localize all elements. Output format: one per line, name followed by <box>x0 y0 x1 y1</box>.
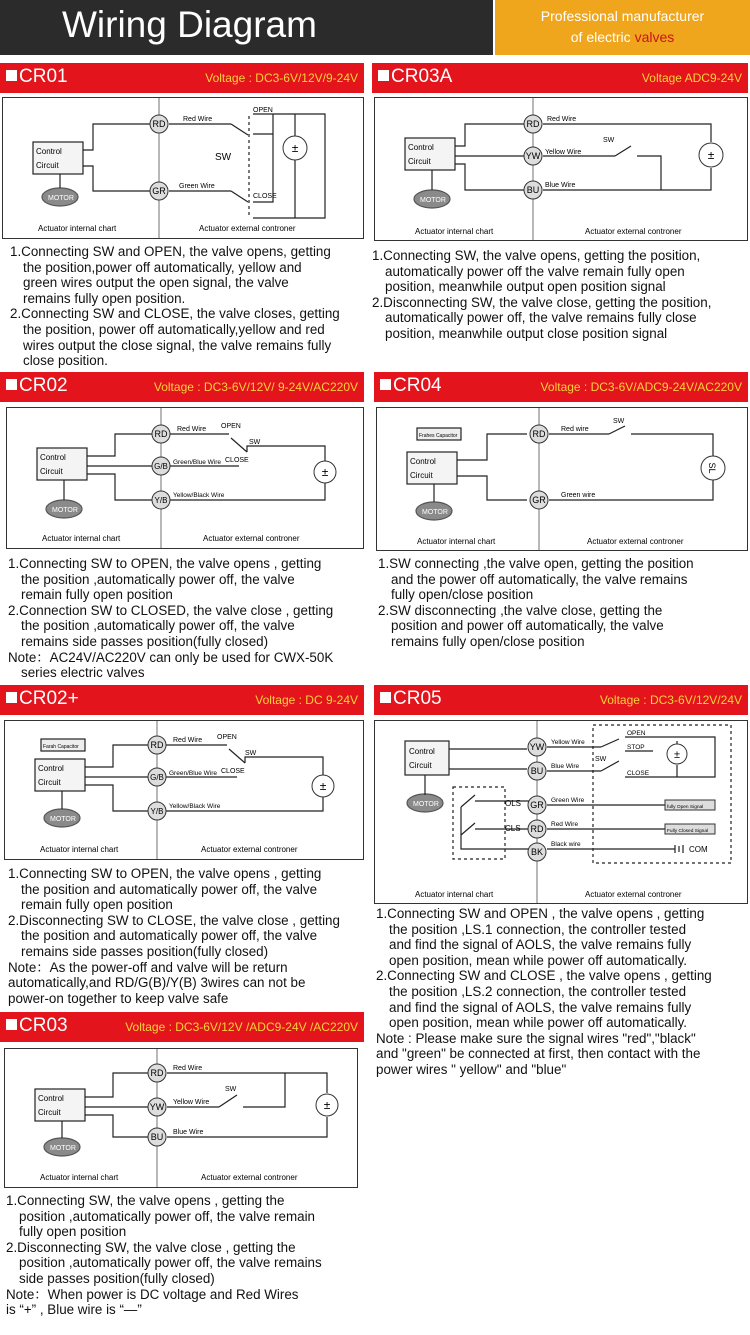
ols-label: OLS <box>505 799 522 808</box>
actuator-chart-caption: Actuator internal chart <box>415 227 494 236</box>
control-label: Control <box>40 453 66 462</box>
section-name: CR01 <box>6 66 68 88</box>
power-source-symbol: ± <box>707 148 715 162</box>
wiring-diagram-svg <box>7 408 363 548</box>
terminal-yw: YW <box>525 151 541 161</box>
wiring-diagram-svg <box>375 98 747 240</box>
circuit-label: Circuit <box>38 778 61 787</box>
sw-label: SW <box>245 750 257 757</box>
section-name: CR02+ <box>6 688 79 710</box>
terminal-gr: GR <box>532 495 546 505</box>
description-cr02plus: 1.Connecting SW to OPEN, the valve opens , getting the position and automatically power off, the valve remain fully open position 2.Disconnecting SW to CLOSE, the valve close , getting the position and automatically power off, the valve remains side passes position(fully closed) Note：As the power-off and valve will be return automatically,and RD/G(B)/Y(B) 3wires can not be power-on together to keep valve safe <box>8 866 340 1006</box>
external-controller-caption: Actuator external controner <box>585 890 682 899</box>
header-tagline <box>495 0 750 55</box>
actuator-chart-caption: Actuator internal chart <box>415 890 494 899</box>
black-wire-label: Black wire <box>551 841 581 848</box>
wiring-diagram-svg <box>375 721 747 903</box>
blue-wire-label: Blue Wire <box>545 182 576 189</box>
control-label: Control <box>38 1094 64 1103</box>
yellow-wire-label: Yellow Wire <box>551 739 585 746</box>
section-name: CR05 <box>380 688 442 710</box>
terminal-gr: GR <box>530 800 544 810</box>
terminal-rd: RD <box>150 1068 164 1078</box>
terminal-yb: Y/B <box>154 496 168 505</box>
external-controller-caption: Actuator external controner <box>585 227 682 236</box>
wiring-diagram-svg <box>5 1049 357 1187</box>
section-header-cr04 <box>374 372 748 402</box>
yellow-black-wire-label: Yellow/Black Wire <box>173 492 225 499</box>
section-header-cr05 <box>374 685 748 715</box>
description-cr01: 1.Connecting SW and OPEN, the valve opens, getting the position,power off automatically, yellow and green wires output the open signal, the valve remains fully open position. 2.Connecting SW and CLOSE, the valve closes, getting the position, power off automatically,yellow and red wires output the close signal, the valve remains fully close position. <box>10 244 340 369</box>
section-voltage: Voltage : DC 9-24V <box>255 693 358 707</box>
capacitor-label: Frahes Capacitor <box>419 433 458 439</box>
diagram-cr01 <box>2 97 364 239</box>
terminal-gr: GR <box>152 186 166 196</box>
yellow-wire-label: Yellow Wire <box>173 1099 210 1106</box>
tagline-line-1: Professional manufacturer <box>540 8 705 24</box>
terminal-yw: YW <box>529 742 545 752</box>
sw-label: SW <box>603 137 615 144</box>
circuit-label: Circuit <box>409 761 432 770</box>
external-controller-caption: Actuator external controner <box>199 224 296 233</box>
power-source-symbol: ± <box>291 141 299 155</box>
terminal-rd: RD <box>154 429 168 439</box>
motor-label: MOTOR <box>50 1145 76 1152</box>
wiring-diagram-svg <box>5 721 363 859</box>
blue-wire-label: Blue Wire <box>551 763 580 770</box>
section-voltage: Voltage : DC3-6V/12V/9-24V <box>205 71 358 85</box>
wiring-diagram-svg <box>377 408 747 550</box>
motor-label: MOTOR <box>422 509 448 516</box>
motor-label: MOTOR <box>413 801 439 808</box>
terminal-rd: RD <box>532 429 546 439</box>
motor-label: MOTOR <box>420 197 446 204</box>
sw-label: SW <box>595 756 607 763</box>
power-source-symbol: ± <box>321 465 329 479</box>
yellow-wire-label: Yellow Wire <box>545 149 582 156</box>
description-cr05: 1.Connecting SW and OPEN , the valve opens , getting the position ,LS.1 connection, the controller tested and find the signal of AOLS, the valve remains fully open position, mean while power off automatically. 2.Connecting SW and CLOSE , the valve opens , getting the position ,LS.2 connection, the controller tested and find the signal of AOLS, the valve remains fully open position, mean while power off automatically. Note : Please make sure the signal wires "red","black" and "green" be connected at first, then contact with the power wires " yellow" and "blue" <box>376 906 712 1077</box>
terminal-bu: BU <box>526 185 540 195</box>
actuator-chart-caption: Actuator internal chart <box>40 845 119 854</box>
circuit-label: Circuit <box>408 157 431 166</box>
section-header-cr03a <box>372 63 748 93</box>
diagram-cr05 <box>374 720 748 904</box>
section-name: CR04 <box>380 375 442 397</box>
section-header-cr02 <box>0 372 364 402</box>
terminal-bk: BK <box>530 847 544 857</box>
cls-label: CLS <box>505 824 521 833</box>
fully-closed-signal-label: Fully Closed Signal <box>667 829 709 834</box>
capacitor-label: Farah Capacitor <box>43 744 79 750</box>
control-label: Control <box>36 147 62 156</box>
terminal-gb: G/B <box>150 773 164 782</box>
terminal-yb: Y/B <box>150 807 164 816</box>
actuator-chart-caption: Actuator internal chart <box>42 534 121 543</box>
green-blue-wire-label: Green/Blue Wire <box>173 459 222 466</box>
control-label: Control <box>38 764 64 773</box>
power-source-symbol: ± <box>323 1098 331 1112</box>
section-header-cr02plus <box>0 685 364 715</box>
green-wire-label: Green wire <box>561 492 596 499</box>
fully-open-signal-label: fully Open Signal <box>667 805 704 810</box>
section-voltage: Voltage ADC9-24V <box>641 71 742 85</box>
terminal-yw: YW <box>149 1102 165 1112</box>
section-name: CR03A <box>378 66 452 88</box>
red-wire-label: Red Wire <box>183 116 213 123</box>
page-title: Wiring Diagram <box>62 4 317 45</box>
blue-wire-label: Blue Wire <box>173 1129 204 1136</box>
terminal-gb: G/B <box>154 462 168 471</box>
red-wire-label: Red Wire <box>173 1065 203 1072</box>
diagram-cr02plus <box>4 720 364 860</box>
external-controller-caption: Actuator external controner <box>201 1173 298 1182</box>
motor-label: MOTOR <box>52 507 78 514</box>
circuit-label: Circuit <box>40 467 63 476</box>
tagline-line-2: of electric valves <box>570 29 675 45</box>
terminal-rd: RD <box>530 824 544 834</box>
section-header-cr03 <box>0 1012 364 1042</box>
yellow-black-wire-label: Yellow/Black Wire <box>169 803 221 810</box>
red-wire-label: Red Wire <box>551 821 579 828</box>
green-wire-label: Green Wire <box>179 183 215 190</box>
motor-label: MOTOR <box>50 816 76 823</box>
section-voltage: Voltage : DC3-6V/12V/ 9-24V/AC220V <box>153 380 358 394</box>
external-controller-caption: Actuator external controner <box>203 534 300 543</box>
open-label: OPEN <box>221 423 241 430</box>
sw-label: SW <box>613 418 625 425</box>
green-blue-wire-label: Green/Blue Wire <box>169 770 218 777</box>
terminal-rd: RD <box>150 740 164 750</box>
section-header-cr01 <box>0 63 364 93</box>
green-wire-label: Green Wire <box>551 797 585 804</box>
control-label: Control <box>410 457 436 466</box>
external-controller-caption: Actuator external controner <box>201 845 298 854</box>
red-wire-label: Red Wire <box>173 737 203 744</box>
open-label: OPEN <box>217 734 237 741</box>
diagram-cr03a <box>374 97 748 241</box>
description-cr02: 1.Connecting SW to OPEN, the valve opens , getting the position ,automatically power off, the valve remain fully open position 2.Connection SW to CLOSED, the valve close , getting the position ,automatically power off, the valve remains side passes position(fully closed) Note：AC24V/AC220V can only be used for CWX-50K series electric valves <box>8 556 334 681</box>
diagram-cr02 <box>6 407 364 549</box>
diagram-cr03 <box>4 1048 358 1188</box>
red-wire-label: Red wire <box>561 426 589 433</box>
section-name: CR02 <box>6 375 68 397</box>
circuit-label: Circuit <box>38 1108 61 1117</box>
wiring-diagram-svg <box>3 98 363 238</box>
close-label: CLOSE <box>627 770 650 777</box>
terminal-bu: BU <box>530 766 544 776</box>
com-label: COM <box>689 845 708 854</box>
close-label: CLOSE <box>221 768 245 775</box>
sw-label: SW <box>225 1086 237 1093</box>
open-label: OPEN <box>627 730 646 737</box>
diagram-cr04 <box>376 407 748 551</box>
header-title-panel <box>0 0 493 55</box>
power-source-symbol: ± <box>673 749 681 761</box>
terminal-rd: RD <box>152 119 166 129</box>
section-voltage: Voltage : DC3-6V/ADC9-24V/AC220V <box>540 380 742 394</box>
external-controller-caption: Actuator external controner <box>587 537 684 546</box>
description-cr03: 1.Connecting SW, the valve opens , getting the position ,automatically power off, the valve remain fully open position 2.Disconnecting SW, the valve close , getting the position ,automatically power off, the valve remains side passes position(fully closed) Note：When power is DC voltage and Red Wires is “+” , Blue wire is “—” <box>6 1193 322 1318</box>
sw-label: SW <box>215 152 232 163</box>
circuit-label: Circuit <box>36 161 59 170</box>
description-cr03a: 1.Connecting SW, the valve opens, getting the position, automatically power off the valve remain fully open position, meanwhile output open position signal 2.Disconnecting SW, the valve close, getting the position, automatically power off, the valve remains fully close position, meanwhile output close position signal <box>372 248 712 341</box>
actuator-chart-caption: Actuator internal chart <box>417 537 496 546</box>
page-header <box>0 0 750 55</box>
terminal-bu: BU <box>150 1132 164 1142</box>
actuator-chart-caption: Actuator internal chart <box>38 224 117 233</box>
actuator-chart-caption: Actuator internal chart <box>40 1173 119 1182</box>
red-wire-label: Red Wire <box>177 426 207 433</box>
section-voltage: Voltage : DC3-6V/12V/24V <box>599 693 742 707</box>
sw-label: SW <box>249 439 261 446</box>
control-label: Control <box>409 747 435 756</box>
sl-symbol: SL <box>707 462 717 474</box>
description-cr04: 1.SW connecting ,the valve open, getting the position and the power off automatically, the valve remains fully open/close position 2.SW disconnecting ,the valve close, getting the position and power off automatically, the valve remains fully open/close position <box>378 556 694 649</box>
section-name: CR03 <box>6 1015 68 1037</box>
close-label: CLOSE <box>253 193 277 200</box>
motor-label: MOTOR <box>48 195 74 202</box>
power-source-symbol: ± <box>319 779 327 793</box>
stop-label: STOP <box>627 744 645 751</box>
red-wire-label: Red Wire <box>547 116 577 123</box>
close-label: CLOSE <box>225 457 249 464</box>
open-label: OPEN <box>253 107 273 114</box>
circuit-label: Circuit <box>410 471 433 480</box>
terminal-rd: RD <box>526 119 540 129</box>
section-voltage: Voltage : DC3-6V/12V /ADC9-24V /AC220V <box>125 1020 358 1034</box>
control-label: Control <box>408 143 434 152</box>
